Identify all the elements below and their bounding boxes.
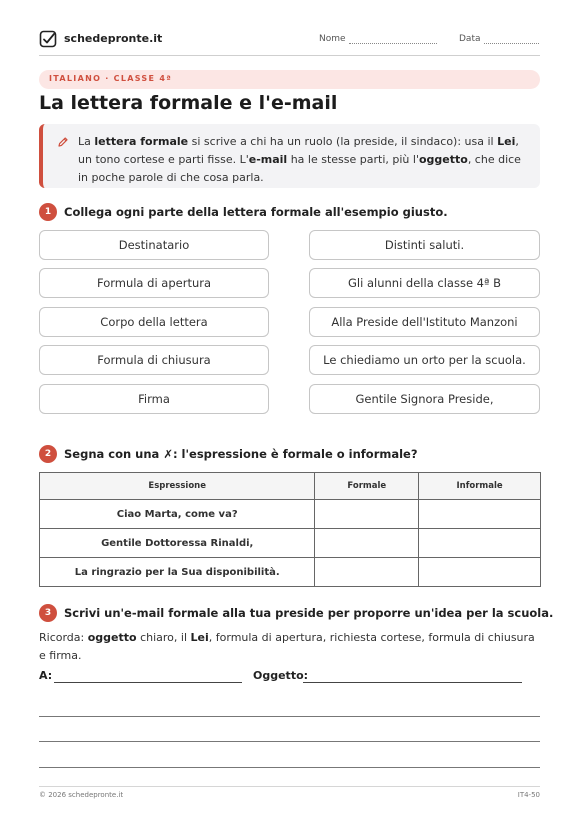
match-right-item[interactable]: Gentile Signora Preside, (309, 384, 540, 414)
formal-informal-table (39, 472, 541, 587)
site-name: schedepronte.it (64, 32, 163, 45)
column-header: Formale (315, 473, 419, 500)
subject-tag-text: ITALIANO · CLASSE 4ª (49, 74, 173, 83)
name-field[interactable] (319, 34, 437, 44)
subject-input-line[interactable] (303, 682, 522, 683)
page-header (39, 29, 540, 56)
informale-checkbox-cell[interactable] (419, 558, 541, 587)
formale-checkbox-cell[interactable] (315, 500, 419, 529)
match-right-item[interactable]: Gli alunni della classe 4ª B (309, 268, 540, 298)
subject-label: Oggetto: (253, 669, 309, 682)
footer-divider (39, 786, 540, 787)
table-row (40, 558, 541, 587)
to-input-line[interactable] (54, 682, 242, 683)
date-label: Data (459, 34, 481, 44)
formale-checkbox-cell[interactable] (315, 558, 419, 587)
column-header: Espressione (40, 473, 315, 500)
table-row (40, 500, 541, 529)
expression-cell: Gentile Dottoressa Rinaldi, (40, 529, 315, 558)
info-note-text: La lettera formale si scrive a chi ha un ruolo (la preside, il sindaco): usa il Lei, un tono cortese e parti fisse. L'e-mail ha le stesse parti, più l'oggetto, che dice in poche parole di che cosa parla. (78, 135, 521, 184)
subject-tag (39, 70, 540, 89)
formale-checkbox-cell[interactable] (315, 529, 419, 558)
informale-checkbox-cell[interactable] (419, 529, 541, 558)
exercise-1-title: Collega ogni parte della lettera formale all'esempio giusto. (64, 205, 448, 219)
match-left-item[interactable]: Formula di apertura (39, 268, 269, 298)
exercise-3-title: Scrivi un'e-mail formale alla tua preside per proporre un'idea per la scuola. (64, 606, 554, 620)
informale-checkbox-cell[interactable] (419, 500, 541, 529)
writing-line[interactable] (39, 716, 540, 717)
info-note (39, 124, 540, 188)
table-row (40, 529, 541, 558)
writing-line[interactable] (39, 741, 540, 742)
match-left-item[interactable]: Firma (39, 384, 269, 414)
name-label: Nome (319, 34, 346, 44)
date-field[interactable] (459, 34, 539, 44)
pencil-icon (57, 136, 69, 148)
table-header-row (40, 473, 541, 500)
expression-cell: La ringrazio per la Sua disponibilità. (40, 558, 315, 587)
footer-code: IT4-50 (517, 791, 540, 799)
writing-line[interactable] (39, 767, 540, 768)
page-title: La lettera formale e l'e-mail (39, 92, 338, 114)
date-dotted-line (484, 36, 539, 44)
to-label: A: (39, 669, 53, 682)
match-right-item[interactable]: Distinti saluti. (309, 230, 540, 260)
exercise-2-number: 2 (39, 445, 57, 463)
match-left-item[interactable]: Formula di chiusura (39, 345, 269, 375)
match-right-item[interactable]: Le chiediamo un orto per la scuola. (309, 345, 540, 375)
expression-cell: Ciao Marta, come va? (40, 500, 315, 529)
cross-mark-icon: ✗ (163, 447, 173, 461)
match-left-item[interactable]: Corpo della lettera (39, 307, 269, 337)
match-left-item[interactable]: Destinatario (39, 230, 269, 260)
exercise-3-reminder: Ricorda: oggetto chiaro, il Lei, formula di apertura, richiesta cortese, formula di chiusura e firma. (39, 631, 535, 662)
exercise-2-title: Segna con una ✗: l'espressione è formale o informale? (64, 447, 418, 461)
column-header: Informale (419, 473, 541, 500)
match-right-item[interactable]: Alla Preside dell'Istituto Manzoni (309, 307, 540, 337)
checkbox-logo-icon (39, 30, 57, 48)
footer-copyright: © 2026 schedepronte.it (39, 791, 124, 799)
exercise-3-number: 3 (39, 604, 57, 622)
name-dotted-line (349, 36, 437, 44)
exercise-1-number: 1 (39, 203, 57, 221)
